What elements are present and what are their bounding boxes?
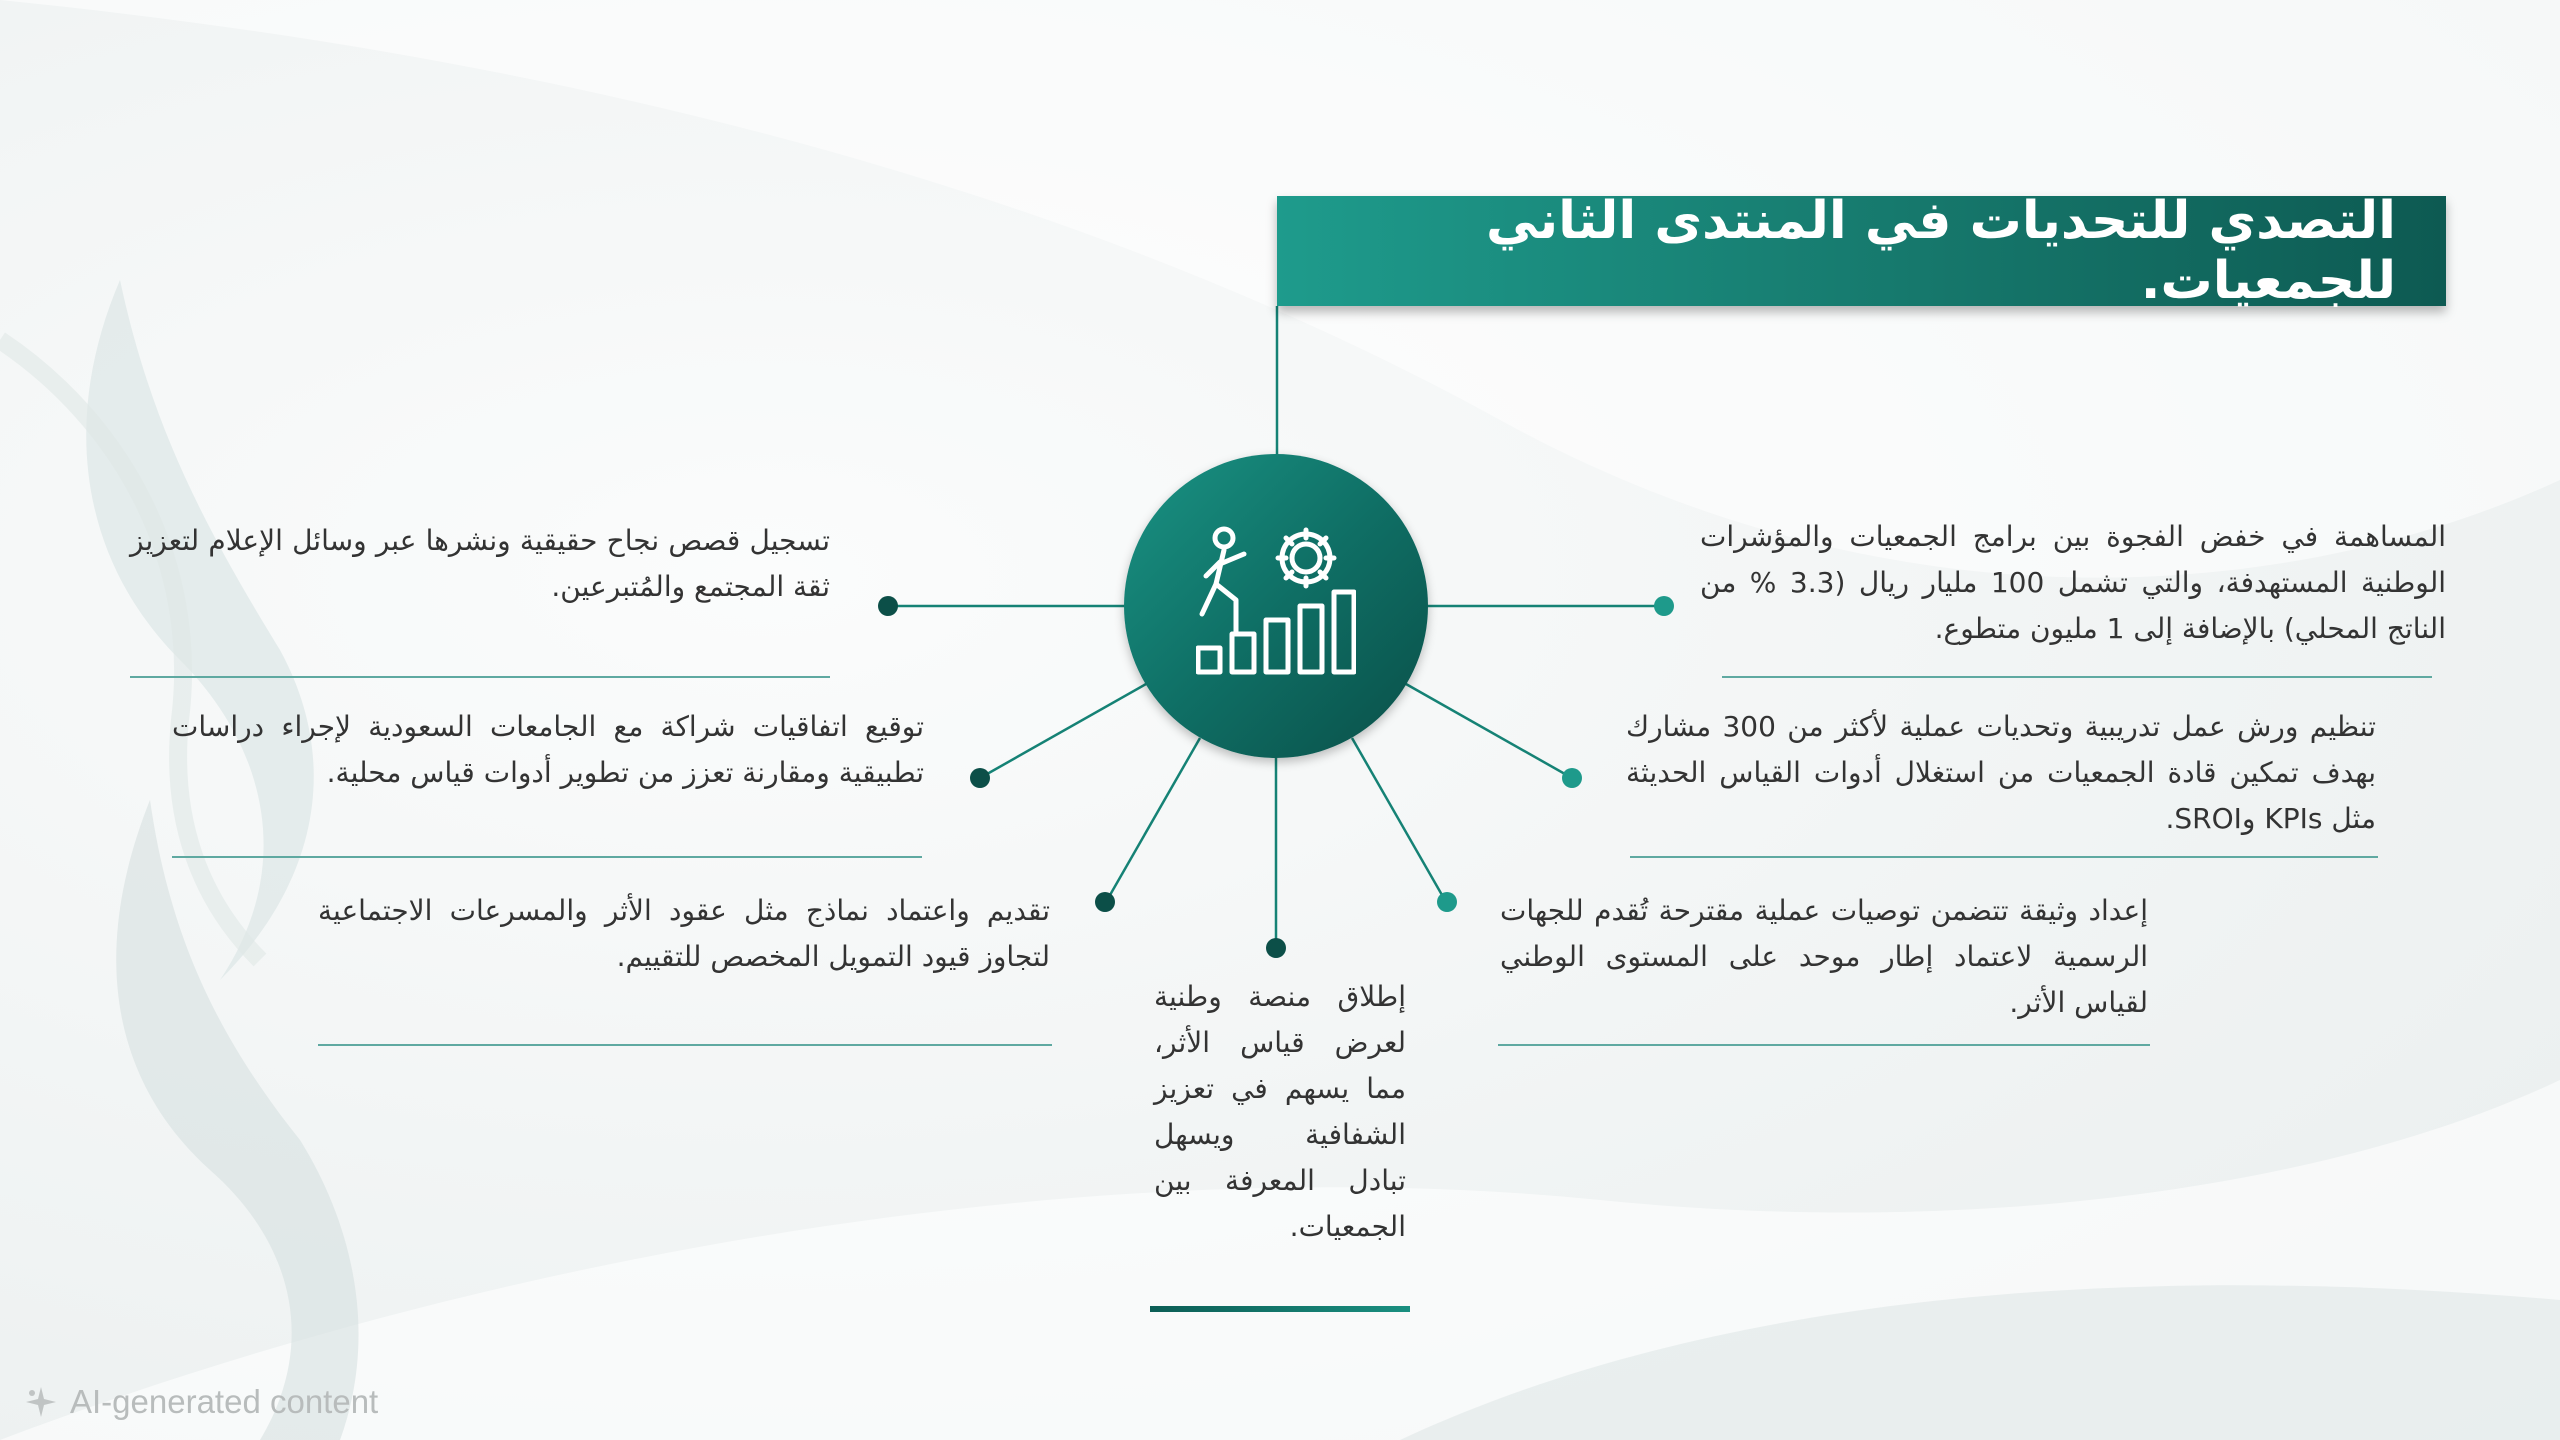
item-divider (1722, 676, 2432, 678)
item-text-l3: تقديم واعتماد نماذج مثل عقود الأثر والمسرعات الاجتماعية لتجاوز قيود التمويل المخصص للتقييم. (318, 894, 1050, 973)
ai-label-text: AI-generated content (70, 1383, 379, 1420)
item-divider (1150, 1306, 1410, 1312)
connector-dot-b1 (1266, 938, 1286, 958)
list-item (318, 888, 1050, 980)
connector-dot-l2 (970, 768, 990, 788)
sparkle-icon (24, 1385, 58, 1419)
item-divider (130, 676, 830, 678)
title-banner (1277, 191, 2446, 311)
item-text-b1: إطلاق منصة وطنية لعرض قياس الأثر، مما يسهم في تعزيز الشفافية ويسهل تبادل المعرفة بين الجمعيات. (1154, 980, 1406, 1243)
list-item (1500, 888, 2148, 1026)
list-item (1626, 704, 2376, 842)
page-title: التصدي للتحديات في المنتدى الثاني للجمعيات. (1486, 191, 2396, 311)
ai-generated-label (24, 1383, 378, 1421)
item-divider (172, 856, 922, 858)
list-item (1154, 974, 1406, 1250)
center-hub (1124, 454, 1428, 758)
item-text-r3: إعداد وثيقة تتضمن توصيات عملية مقترحة تُقدم للجهات الرسمية لاعتماد إطار موحد على المستوى الوطني لقياس الأثر. (1500, 894, 2148, 1019)
list-item (172, 704, 924, 796)
item-text-l2: توقيع اتفاقيات شراكة مع الجامعات السعودية لإجراء دراسات تطبيقية ومقارنة تعزز من تطوير أدوات قياس محلية. (172, 710, 924, 789)
item-text-r2: تنظيم ورش عمل تدريبية وتحديات عملية لأكثر من 300 مشارك بهدف تمكين قادة الجمعيات من استغلال أدوات القياس الحديثة مثل KPIs وSROI. (1626, 710, 2376, 835)
item-text-l1: تسجيل قصص نجاح حقيقية ونشرها عبر وسائل الإعلام لتعزيز ثقة المجتمع والمُتبرعين. (130, 524, 830, 603)
item-divider (318, 1044, 1052, 1046)
item-divider (1498, 1044, 2150, 1046)
connector-dot-l3 (1095, 892, 1115, 912)
growth-gear-climber-icon (1196, 524, 1356, 684)
item-text-r1: المساهمة في خفض الفجوة بين برامج الجمعيات والمؤشرات الوطنية المستهدفة، والتي تشمل 100 مليار ريال (3.3 % من الناتج المحلي) بالإضافة إلى 1 مليون متطوع. (1700, 520, 2447, 645)
connector-dot-r1 (1654, 596, 1674, 616)
item-divider (1630, 856, 2378, 858)
connector-dot-r2 (1562, 768, 1582, 788)
connector-dot-r3 (1437, 892, 1457, 912)
list-item (1700, 514, 2446, 652)
connector-dot-l1 (878, 596, 898, 616)
list-item (130, 518, 830, 610)
